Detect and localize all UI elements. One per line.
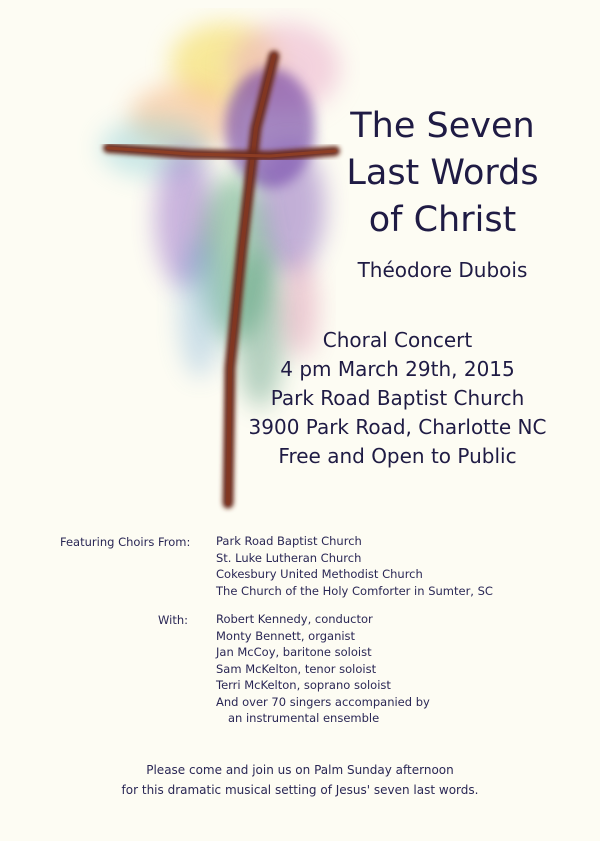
composer-name: Théodore Dubois — [357, 258, 528, 282]
title-line-2: Last Words — [346, 153, 539, 193]
title-line-1: The Seven — [350, 106, 535, 146]
concert-type: Choral Concert — [322, 328, 473, 352]
list-item: Park Road Baptist Church — [216, 534, 362, 548]
choir-list — [216, 533, 493, 599]
list-item: The Church of the Holy Comforter in Sumter, SC — [216, 583, 493, 598]
concert-details — [225, 326, 570, 471]
with-label: With: — [158, 613, 188, 627]
concert-address: 3900 Park Road, Charlotte NC — [248, 415, 547, 439]
concert-datetime: 4 pm March 29th, 2015 — [280, 357, 515, 381]
list-item: And over 70 singers accompanied by — [216, 694, 430, 709]
list-item: Cokesbury United Methodist Church — [216, 567, 423, 581]
invitation-line-2: for this dramatic musical setting of Jesus' seven last words. — [121, 783, 479, 797]
featuring-label: Featuring Choirs From: — [60, 535, 191, 549]
list-item: Terri McKelton, soprano soloist — [216, 678, 391, 692]
performer-list — [216, 611, 430, 727]
list-item: St. Luke Lutheran Church — [216, 550, 362, 565]
list-item: Sam McKelton, tenor soloist — [216, 661, 377, 676]
list-item: Jan McCoy, baritone soloist — [216, 645, 372, 659]
invitation-text — [0, 760, 600, 800]
concert-venue: Park Road Baptist Church — [270, 386, 525, 410]
list-item: an instrumental ensemble — [228, 711, 380, 725]
concert-title — [325, 103, 560, 244]
concert-admission: Free and Open to Public — [278, 444, 517, 468]
invitation-line-1: Please come and join us on Palm Sunday afternoon — [146, 763, 454, 777]
list-item: Robert Kennedy, conductor — [216, 612, 373, 626]
list-item: Monty Bennett, organist — [216, 628, 356, 643]
title-line-3: of Christ — [368, 200, 517, 240]
